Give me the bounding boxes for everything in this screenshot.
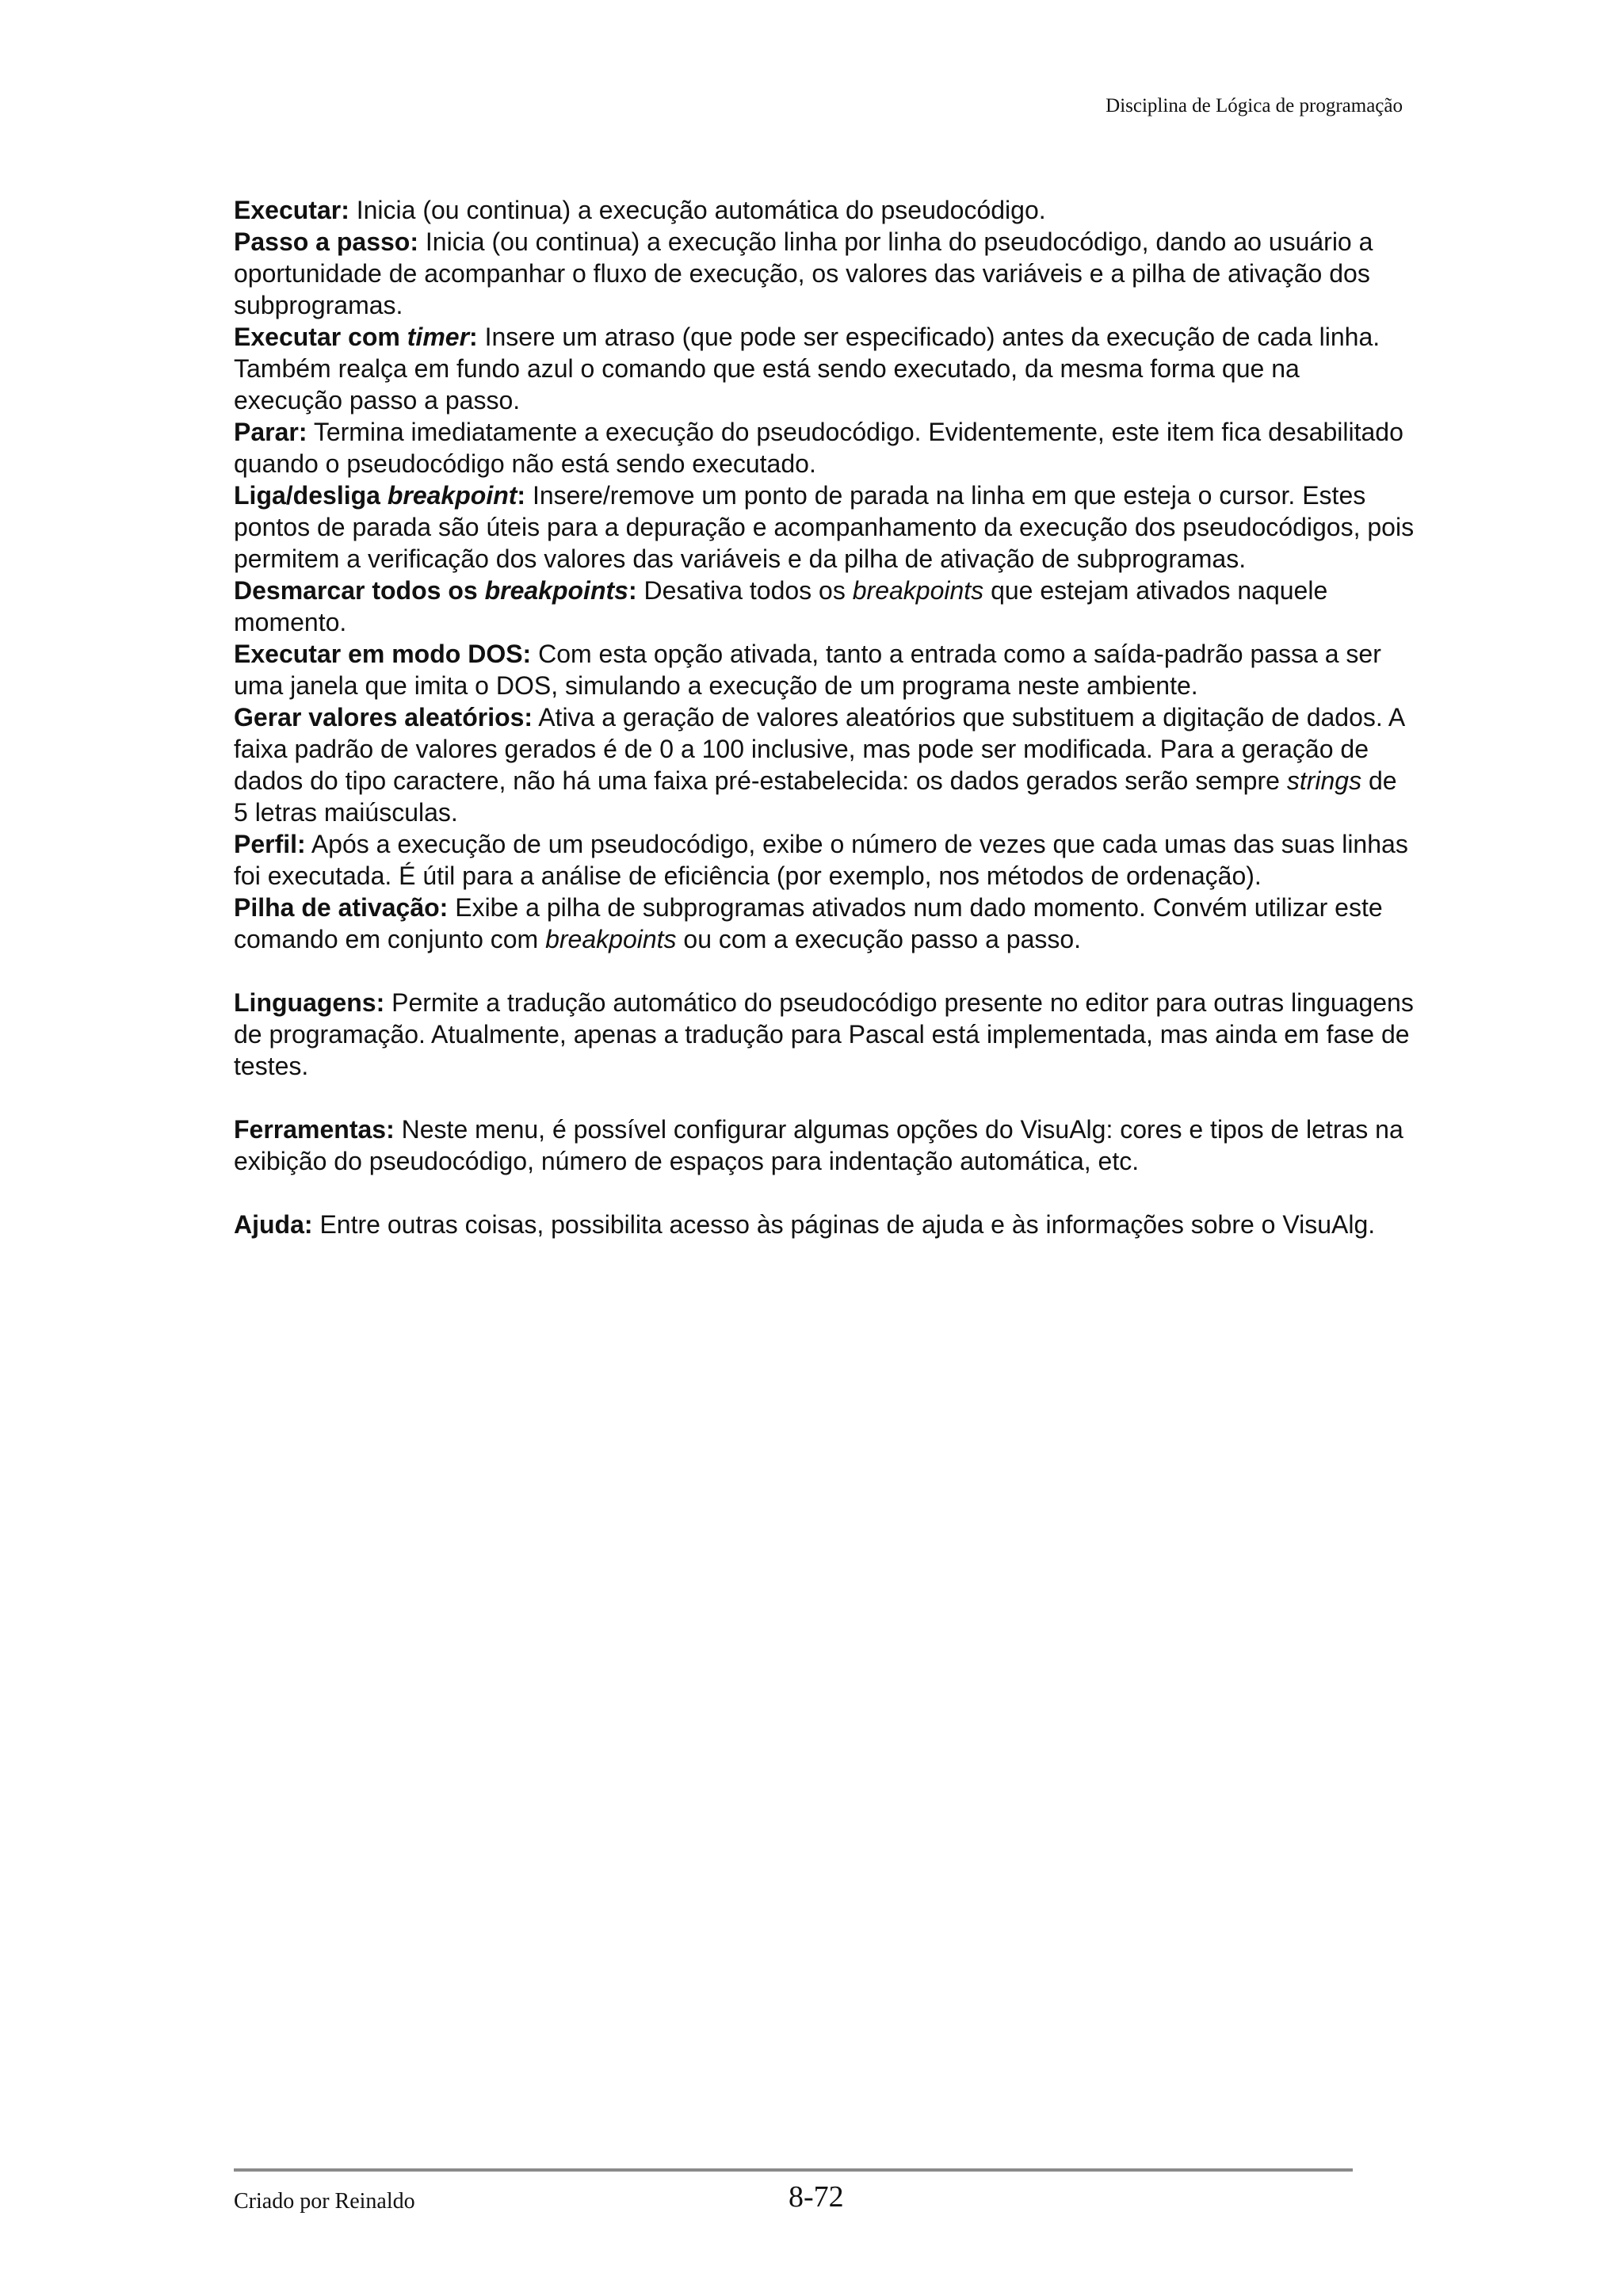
term-label: : (469, 323, 478, 351)
term-label: timer (407, 323, 470, 351)
menu-description-paragraph (234, 701, 1415, 828)
description-text: Termina imediatamente a execução do pseudocódigo. Evidentemente, este item fica desabilitado quando o pseudocódigo não está sendo executado. (234, 418, 1403, 478)
term-label: Ajuda: (234, 1210, 313, 1239)
document-body (234, 194, 1415, 1240)
description-text: Ativa a geração de valores aleatórios que substituem a digitação de dados. A faixa padrão de valores gerados é de 0 a 100 inclusive, mas pode ser modificada. Para a geração de dados do tipo caractere, não há uma faixa pré-estabelecida: os dados gerados serão sempre (234, 703, 1404, 795)
term-label: Executar em modo DOS: (234, 640, 532, 668)
term-label: Linguagens: (234, 988, 385, 1017)
description-text: strings (1286, 766, 1362, 795)
menu-description-paragraph (234, 987, 1415, 1082)
menu-description-paragraph (234, 638, 1415, 701)
page-number: 8-72 (789, 2180, 844, 2214)
description-text: de 5 letras maiúsculas. (234, 766, 1397, 827)
term-label: Liga/desliga (234, 481, 388, 510)
menu-description-paragraph (234, 321, 1415, 416)
menu-description-paragraph (234, 194, 1415, 226)
description-text: Entre outras coisas, possibilita acesso às páginas de ajuda e às informações sobre o VisuAlg. (312, 1210, 1376, 1239)
term-label: Parar: (234, 418, 307, 446)
term-label: Ferramentas: (234, 1115, 395, 1144)
description-text: Neste menu, é possível configurar algumas opções do VisuAlg: cores e tipos de letras na exibição do pseudocódigo, número de espaços para indentação automática, etc. (234, 1115, 1403, 1175)
menu-description-paragraph (234, 575, 1415, 638)
term-label: Desmarcar todos os (234, 576, 485, 605)
description-text: Permite a tradução automático do pseudocódigo presente no editor para outras linguagens de programação. Atualmente, apenas a tradução para Pascal está implementada, mas ainda em fase de testes. (234, 988, 1414, 1080)
menu-description-paragraph (234, 1114, 1415, 1177)
description-text: breakpoints (852, 576, 984, 605)
menu-description-paragraph (234, 892, 1415, 955)
term-label: : (517, 481, 526, 510)
footer-author: Criado por Reinaldo (234, 2189, 415, 2214)
term-label: Pilha de ativação: (234, 893, 449, 922)
menu-description-paragraph (234, 416, 1415, 479)
term-label: Passo a passo: (234, 227, 418, 256)
description-text: Desativa todos os (636, 576, 853, 605)
term-label: Executar: (234, 196, 349, 224)
term-label: Executar com (234, 323, 407, 351)
term-label: : (628, 576, 637, 605)
description-text: ou com a execução passo a passo. (676, 925, 1082, 953)
page-header: Disciplina de Lógica de programação (1106, 95, 1403, 117)
menu-description-paragraph (234, 479, 1415, 575)
description-text: Insere um atraso (que pode ser especificado) antes da execução de cada linha. Também realça em fundo azul o comando que está sendo executado, da mesma forma que na execução passo a passo. (234, 323, 1381, 415)
menu-description-paragraph (234, 828, 1415, 892)
term-label: breakpoint (387, 481, 517, 510)
term-label: breakpoints (484, 576, 628, 605)
description-text: Inicia (ou continua) a execução linha por linha do pseudocódigo, dando ao usuário a oportunidade de acompanhar o fluxo de execução, os valores das variáveis e a pilha de ativação dos subprogramas. (234, 227, 1373, 319)
term-label: Gerar valores aleatórios: (234, 703, 533, 732)
description-text: Após a execução de um pseudocódigo, exibe o número de vezes que cada umas das suas linhas foi executada. É útil para a análise de eficiência (por exemplo, nos métodos de ordenação). (234, 830, 1408, 890)
menu-description-paragraph (234, 226, 1415, 321)
term-label: Perfil: (234, 830, 306, 858)
description-text: breakpoints (545, 925, 677, 953)
footer-divider (234, 2168, 1353, 2172)
description-text: Inicia (ou continua) a execução automática do pseudocódigo. (349, 196, 1046, 224)
menu-description-paragraph (234, 1209, 1415, 1240)
description-text: Insere/remove um ponto de parada na linha em que esteja o cursor. Estes pontos de parada são úteis para a depuração e acompanhamento da execução dos pseudocódigos, pois permitem a verificação dos valores das variáveis e da pilha de ativação de subprogramas. (234, 481, 1415, 573)
description-text: Com esta opção ativada, tanto a entrada como a saída-padrão passa a ser uma janela que imita o DOS, simulando a execução de um programa neste ambiente. (234, 640, 1381, 700)
description-text: Exibe a pilha de subprogramas ativados num dado momento. Convém utilizar este comando em conjunto com (234, 893, 1383, 953)
description-text: que estejam ativados naquele momento. (234, 576, 1328, 636)
